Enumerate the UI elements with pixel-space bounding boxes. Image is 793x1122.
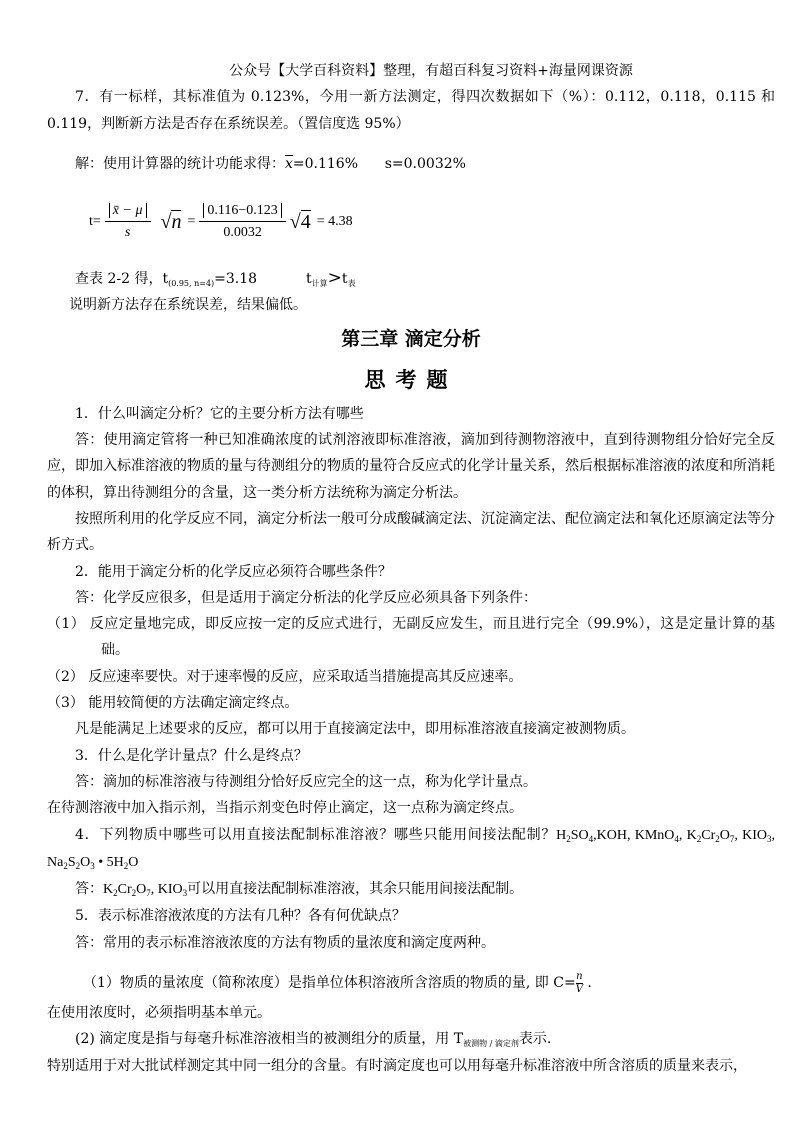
sqrt-4: √4 — [289, 210, 311, 233]
chem: , K — [678, 827, 697, 843]
cmp-t1: t — [306, 271, 312, 288]
chem: O — [80, 854, 91, 870]
c-den: V — [575, 983, 583, 995]
chem-sub: 2 — [715, 833, 720, 844]
page-header: 公众号【大学百科资料】整理，有超百科复习资料+海量网课资源 — [229, 63, 633, 79]
chem-sub: 2 — [696, 833, 702, 844]
table-prefix: 查表 2-2 得，t — [75, 271, 169, 288]
answer-1b: 按照所利用的化学反应不同，滴定分析法一般可分成酸碱滴定法、沉淀滴定法、配位滴定法和氧化还原滴定法等分析方式。 — [47, 510, 775, 554]
answer-5-1-end: . — [582, 975, 592, 992]
conclusion: 说明新方法存在系统误差，结果偏低。 — [69, 297, 307, 314]
answer-4 — [47, 876, 775, 903]
t-formula — [89, 191, 775, 253]
answer-4-prefix: 答： — [75, 881, 103, 898]
chem: Cr — [701, 827, 716, 843]
cmp-op: > — [327, 268, 342, 289]
fraction-2-numerator: 0.116−0.123 — [203, 203, 281, 218]
condition-1: （1） 反应定量地完成，即反应按一定的反应式进行，无副反应发生，而且进行完全（99.9%），这是定量计算的基础。 — [47, 616, 775, 659]
chem: Cr — [117, 882, 132, 898]
formula-t: t= — [89, 214, 101, 230]
answer-5-2-end: 表示. — [518, 1031, 552, 1048]
chem-sub: 7 — [146, 888, 151, 899]
answer-2: 答：化学反应很多，但是适用于滴定分析法的化学反应必须具备下列条件： — [75, 589, 537, 606]
answer-5-1-text: （1）物质的量浓度（简称浓度）是指单位体积溶液所含溶质的物质的量, 即 C= — [83, 975, 576, 992]
fraction-1 — [105, 203, 151, 241]
answer-5: 答：常用的表示标准溶液浓度的方法有物质的量浓度和滴定度两种。 — [75, 934, 495, 951]
chem: Na — [47, 854, 64, 870]
formula-equals: = — [187, 214, 196, 230]
chem-sub: 2 — [75, 860, 81, 871]
titer-sub: 被测物 / 滴定剂 — [463, 1039, 519, 1049]
cmp-sub1: 计算 — [311, 279, 328, 289]
fraction-1-denominator: s — [124, 225, 131, 241]
fraction-1-numerator: x̄ − μ — [109, 203, 147, 218]
question-7: 7．有一标样，其标准值为 0.123%，今用一新方法测定，得四次数据如下（%）：0.112，0.118，0.115 和 0.119，判断新方法是否存在系统误差。（置信度选 95%） — [47, 89, 775, 132]
document-page — [47, 58, 775, 1079]
table-sub: (0.95, n=4) — [168, 279, 215, 289]
answer-5-2 — [47, 1026, 775, 1052]
chem-sub: 3 — [767, 833, 772, 844]
c-num: n — [576, 970, 583, 982]
chem: O — [128, 854, 139, 870]
solution-stats — [47, 151, 775, 177]
chem-sub: 2 — [63, 860, 68, 871]
condition-3: （3） 能用较简便的方法确定滴定终点。 — [47, 695, 299, 712]
fraction-2 — [199, 203, 285, 241]
sqrt-4-value: 4 — [300, 210, 311, 233]
s-value: s=0.0032% — [384, 155, 466, 172]
chem-sub: 7 — [729, 833, 735, 844]
sqrt-n-value: n — [171, 210, 182, 233]
answer-5-1 — [47, 966, 775, 1000]
chem: S — [67, 854, 76, 870]
chem: SO — [570, 827, 589, 843]
answer-1: 答：使用滴定管将一种已知准确浓度的试剂溶液即标准溶液，滴加到待测物溶液中，直到待测物组分恰好完全反应，即加入标准溶液的物质的量与待测组分的物质的量符合反应式的化学计量关系，然后根据标准溶液的浓度和所消耗的体积，算出待测组分的含量，这一类分析方法统称为滴定分析法。 — [47, 432, 775, 501]
sqrt-n: √n — [160, 210, 182, 233]
chem-sub: 2 — [113, 888, 118, 899]
answer-4-text: 可以用直接法配制标准溶液，其余只能用间接法配制。 — [187, 881, 524, 898]
section-title: 思考题 — [364, 367, 458, 392]
formula-result: = 4.38 — [316, 214, 353, 230]
chapter-title: 第三章 滴定分析 — [341, 327, 481, 350]
question-5: 5．表示标准溶液浓度的方法有几种？各有何优缺点？ — [75, 908, 406, 925]
chem: • 5H — [94, 854, 124, 870]
chem-sub: 3 — [90, 860, 95, 871]
chem: O — [136, 882, 147, 898]
chem: H — [556, 827, 567, 843]
answer-2b: 凡是能满足上述要求的反应，都可以用于直接滴定法中，即用标准溶液直接滴定被测物质。 — [75, 721, 635, 738]
answer-5-2-text: (2) 滴定度是指与每毫升标准溶液相当的被测组分的质量，用 T — [75, 1031, 464, 1048]
chem-sub: 2 — [566, 833, 571, 844]
chem: K — [103, 882, 114, 898]
chem: , KIO — [150, 882, 183, 898]
cmp-t2: t — [341, 271, 348, 288]
question-1: 1．什么叫滴定分析？它的主要分析方法有哪些 — [75, 405, 364, 422]
question-4 — [47, 822, 775, 877]
fraction-2-denominator: 0.0032 — [223, 225, 262, 241]
chem: ,KOH, KMnO — [593, 827, 675, 843]
table-lookup — [47, 265, 775, 292]
answer-4-chem — [103, 882, 187, 897]
chem-sub: 3 — [182, 888, 188, 899]
chem: , KIO — [734, 827, 768, 843]
answer-3: 答：滴加的标准溶液与待测组分恰好反应完全的这一点，称为化学计量点。 — [75, 773, 537, 790]
table-value: =3.18 — [214, 271, 258, 288]
answer-5-2b: 特别适用于对大批试样测定其中同一组分的含量。有时滴定度也可以用每毫升标准溶液中所含溶质的质量来表示， — [47, 1057, 747, 1074]
answer-5-1b: 在使用浓度时，必须指明基本单元。 — [47, 1005, 271, 1022]
xbar-value: =0.116% — [292, 155, 359, 172]
question-3: 3．什么是化学计量点？什么是终点？ — [75, 747, 308, 764]
condition-2: （2） 反应速率要快。对于速率慢的反应，应采取适当措施提高其反应速率。 — [47, 668, 523, 685]
answer-3b: 在待测溶液中加入指示剂，当指示剂变色时停止滴定，这一点称为滴定终点。 — [47, 800, 523, 817]
c-fraction — [576, 971, 583, 996]
chem-sub: 4 — [588, 833, 594, 844]
question-2: 2．能用于滴定分析的化学反应必须符合哪些条件？ — [75, 563, 392, 580]
chem: O — [719, 827, 730, 843]
chem-sub: 2 — [131, 888, 137, 899]
cmp-sub2: 表 — [347, 279, 356, 289]
chem-sub: 4 — [674, 833, 679, 844]
chem: , — [771, 827, 776, 843]
question-4-text: 4．下列物质中哪些可以用直接法配制标准溶液？哪些只能用间接法配制？ — [75, 826, 557, 843]
chem-sub: 2 — [123, 860, 129, 871]
xbar-symbol: $\overline{x}$ — [285, 155, 293, 172]
solution-prefix: 解：使用计算器的统计功能求得： — [75, 155, 285, 172]
